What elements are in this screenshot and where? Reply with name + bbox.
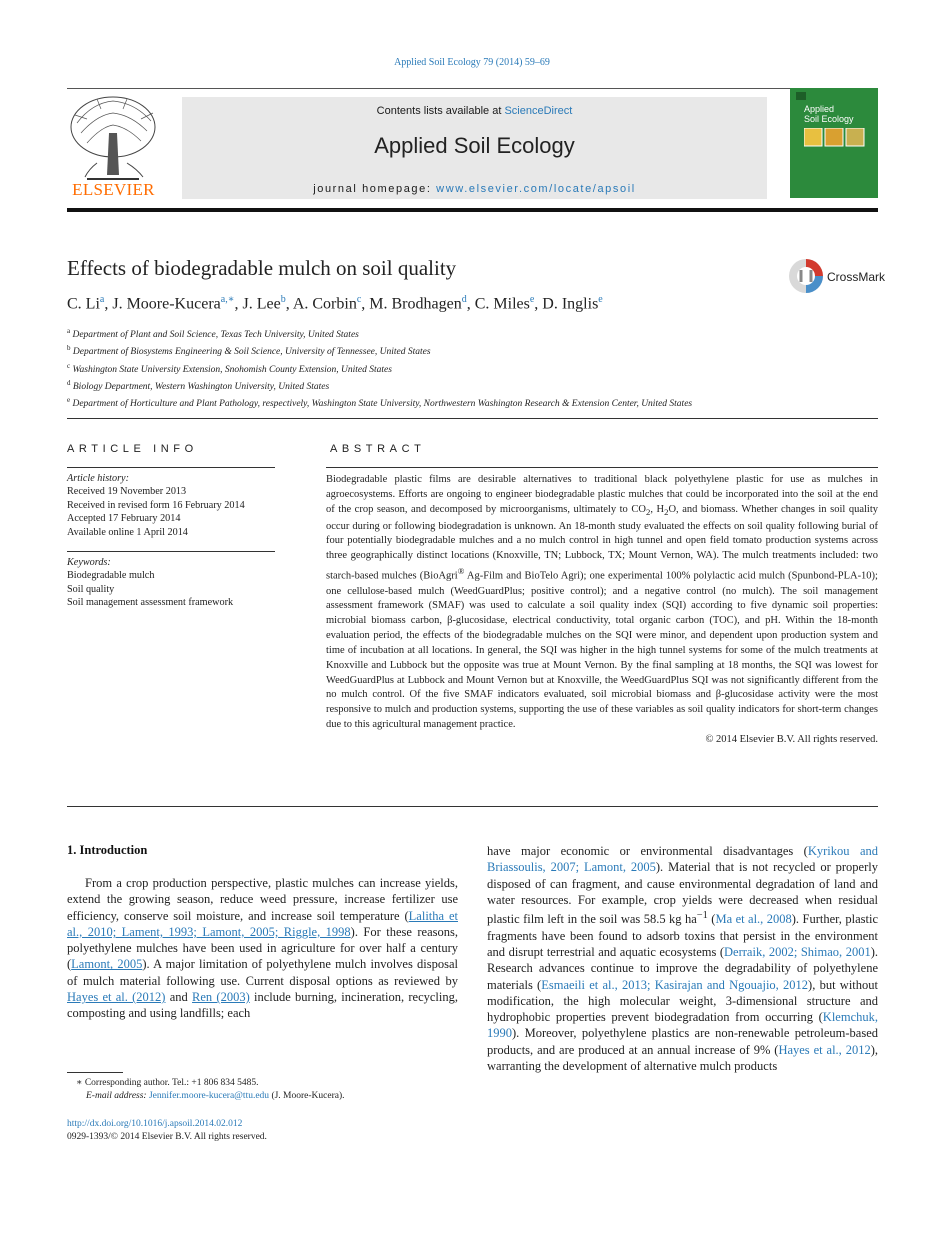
registered-mark: ® — [457, 566, 465, 577]
author-name: A. Corbin — [292, 295, 357, 313]
email-suffix: (J. Moore-Kucera). — [269, 1091, 345, 1101]
citation-link[interactable]: Hayes et al. (2012) — [67, 990, 166, 1005]
abstract-copyright: © 2014 Elsevier B.V. All rights reserved. — [705, 733, 878, 745]
doi-block — [67, 1118, 267, 1144]
author-name: M. Brodhagen — [369, 295, 462, 313]
cover-image-strip — [804, 128, 866, 148]
homepage-link[interactable]: www.elsevier.com/locate/apsoil — [436, 183, 636, 195]
body-text: ). Moreover, polyethylene plastics are non-renewable petroleum-based products, and are produced at an annual increase of 9% ( — [487, 1026, 878, 1057]
article-title: Effects of biodegradable mulch on soil quality — [67, 256, 457, 280]
keyword: Soil management assessment framework — [67, 597, 234, 609]
affil-marker: e — [67, 396, 71, 405]
author-name: D. Inglis — [542, 295, 599, 313]
affiliation — [67, 360, 767, 377]
citation-link[interactable]: Ma et al., 2008 — [715, 912, 792, 927]
issn-line: 0929-1393/© 2014 Elsevier B.V. All rights reserved. — [67, 1132, 267, 1142]
contents-prefix: Contents lists available at — [376, 105, 505, 117]
journal-citation[interactable]: Applied Soil Ecology 79 (2014) 59–69 — [394, 57, 550, 68]
keywords-head: Keywords: — [67, 557, 111, 568]
superscript: −1 — [696, 910, 708, 922]
header-top-rule — [67, 88, 878, 89]
cover-corner-mark — [796, 92, 806, 100]
citation-link[interactable]: Kyrikou and Briassoulis, 2007; Lamont, 2005 — [487, 844, 879, 875]
citation-link[interactable]: Hayes et al., 2012 — [778, 1042, 871, 1057]
abstract-label: ABSTRACT — [330, 443, 426, 455]
body-text: ), warranting the development of alternative mulch products — [487, 1042, 879, 1074]
affiliation — [67, 342, 767, 359]
author-list: C. Li$^a$, J. Moore-Kucera$^{a,∗}$, J. Lee$^b$, A. Corbin$^c$, M. Brodhagen$^d$, C. Miles$^e$, D. Inglis$^e$ — [67, 294, 603, 313]
author-affil-link[interactable]: e — [529, 294, 535, 305]
crossmark-icon — [788, 258, 824, 294]
author-name: C. Li — [67, 295, 100, 313]
homepage-line — [182, 183, 767, 195]
affil-marker: c — [67, 361, 71, 370]
body-text: ), but without modification, the high molecular weight, 3-dimensional structure and hydrophobic properties prevent biodegradation from occurring ( — [487, 977, 878, 1025]
affil-marker: d — [67, 379, 71, 388]
accepted-date: Accepted 17 February 2014 — [67, 513, 181, 525]
citation-link[interactable]: Lalitha et al., 2010; Lament, 1993; Lamont, 2005; Riggle, 1998 — [67, 908, 458, 939]
citation-link[interactable]: Derraik, 2002; Shimao, 2001 — [724, 944, 871, 959]
author-affil-link[interactable]: c — [356, 294, 362, 305]
article-history — [67, 472, 245, 539]
author-affil-link[interactable]: e — [598, 294, 603, 305]
contents-line — [182, 105, 767, 117]
citation-link[interactable]: Esmaeili et al., 2013; Kasirajan and Ngouajio, 2012 — [541, 977, 809, 992]
section-divider — [67, 418, 878, 419]
revised-date: Received in revised form 16 February 2014 — [67, 499, 245, 511]
cover-title — [804, 104, 854, 124]
author-name: J. Moore-Kucera — [112, 295, 221, 313]
journal-banner — [182, 97, 767, 199]
crossmark-label: CrossMark — [827, 270, 886, 284]
affil-text: Washington State University Extension, Snohomish County Extension, United States — [72, 364, 392, 375]
body-text: ). Material that is not recycled or properly disposed of can fragment, and cause environmental degradation of land and water resources. For example, crop yields were decreased when residual plastic film left in the soil was 58.5 kg ha — [487, 860, 878, 927]
author-affil-link[interactable]: d — [461, 294, 467, 305]
doi-link[interactable]: http://dx.doi.org/10.1016/j.apsoil.2014.02.012 — [67, 1119, 243, 1129]
journal-cover — [790, 88, 878, 198]
author-affil-link[interactable]: b — [280, 294, 286, 305]
intro-paragraph — [67, 875, 458, 1022]
cover-title-line1: Applied — [804, 104, 835, 114]
abstract-subscript: 2 — [645, 506, 651, 517]
email-link[interactable]: Jennifer.moore-kucera@ttu.edu — [148, 1091, 270, 1101]
keywords — [67, 556, 233, 610]
keyword: Biodegradable mulch — [67, 570, 155, 582]
affil-marker: b — [67, 344, 71, 353]
affil-text: Department of Plant and Soil Science, Texas Tech University, United States — [72, 330, 359, 341]
received-date: Received 19 November 2013 — [67, 486, 187, 498]
abstract-part: Ag-Film and BioTelo Agri); one experimental 100% polylactic acid mulch (Spunbond-PLA-10); one cellulose-based mulch (WeedGuardPlus; positive control); and a negative control (no mulch). The soil management assessment framework (SMAF) was used to calculate a soil quality index (SQI) according to five dynamic soil properties: microbial biomass carbon, β-glucosidase, electrical conductivity, total organic carbon (TOC), and pH. Within the 18-month evaluation period, the effects of the biodegradable mulches on the SQI were minor, and dependent upon production system and time of incubation at all locations. In general, the SQI was higher in the high tunnel systems for some of the mulch treatments at Knoxville and Lubbock but the opposite was true at Mount Vernon. By the final sampling at 18 months, the SQI was lowest for WeedGuardPlus at Lubbock and Mount Vernon but at Knoxville, the WeedGuardPlus SQI was not significantly different from the no mulch control. Of the five SMAF indicators evaluated, soil microbial biomass and β-glucosidase activity were the most responsive to mulch and production systems, supporting the use of these variables as soil quality indicators for short-term changes due to this agricultural management practice. — [326, 570, 878, 731]
author-name: J. Lee — [242, 295, 281, 313]
intro-paragraph — [487, 843, 878, 1074]
citation-link[interactable]: Ren (2003) — [192, 990, 250, 1005]
affiliation — [67, 377, 767, 394]
affil-text: Department of Horticulture and Plant Pathology, respectively, Washington State University, Northwestern Washington Research & Extension Center, United States — [72, 399, 693, 410]
affil-marker: a — [67, 327, 71, 335]
corresponding-author-note: ∗ Corresponding author. Tel.: +1 806 834 5485. — [76, 1078, 259, 1088]
history-head: Article history: — [67, 473, 129, 484]
article-info-rule — [67, 467, 275, 468]
footnote-rule — [67, 1072, 123, 1073]
article-info-label: ARTICLE INFO — [67, 443, 198, 455]
author-name: C. Miles — [474, 295, 530, 313]
citation-link[interactable]: Lamont, 2005 — [71, 957, 143, 972]
publisher-logo-text: ELSEVIER — [72, 180, 155, 199]
keywords-rule — [67, 551, 275, 552]
intro-left-column — [67, 875, 458, 1022]
abstract-rule — [326, 467, 878, 468]
intro-right-column — [487, 843, 878, 1074]
cover-title-line2: Soil Ecology — [804, 114, 854, 124]
body-text: ). Further, plastic fragments have been found to adsorb toxins that persist in the environment and disrupt terrestrial and aquatic ecosystems ( — [487, 912, 878, 959]
citation-link[interactable]: Klemchuk, 1990 — [487, 1010, 878, 1041]
abstract-part: Biodegradable plastic films are desirable alternatives to traditional black polyethylene plastic for use as mulches in agroecosystems. Efforts are ongoing to engineer biodegradable plastic mulches that could be incorporated into the soil at the end of the crop season, and decomposed by microorganisms, ultimately to CO — [326, 474, 878, 515]
journal-name: Applied Soil Ecology — [374, 133, 575, 158]
affil-text: Biology Department, Western Washington University, United States — [72, 382, 330, 393]
affiliations — [67, 325, 767, 412]
journal-header — [67, 88, 878, 210]
email-note — [86, 1090, 345, 1103]
body-text: ). For these reasons, polyethylene mulches have been used in agriculture for over half a century ( — [67, 924, 458, 972]
affil-text: Department of Biosystems Engineering & Soil Science, University of Tennessee, United States — [72, 347, 431, 358]
body-text: include burning, incineration, recycling, composting and using landfills; each — [67, 990, 458, 1021]
header-bottom-rule — [67, 208, 878, 212]
body-text: From a crop production perspective, plastic mulches can increase yields, extend the growing season, reduce weed pressure, increase fertilizer use efficiency, conserve soil moisture, and increase soil temperature ( — [67, 876, 458, 923]
body-text: and — [165, 990, 193, 1005]
online-date: Available online 1 April 2014 — [67, 526, 188, 538]
keyword: Soil quality — [67, 583, 115, 595]
abstract-part: O, and biomass. Whether changes in soil quality occur during or following biodegradation is unknown. An 18-month study evaluated the effects on soil quality following burial of four potentially biodegradable mulches and a no mulch control in high tunnel and open field tomato production systems across three geographically distinct locations (Knoxville, TN; Lubbock, TX; Mount Vernon, WA). The mulch treatments included: two starch-based mulches (BioAgri — [326, 503, 878, 582]
homepage-prefix: journal homepage: — [313, 183, 437, 195]
author-affil-link[interactable]: a — [99, 294, 105, 305]
abstract-subscript: 2 — [664, 506, 669, 517]
affiliation — [67, 394, 767, 411]
body-text: ). A major limitation of polyethylene mulch involves disposal of mulch material following use. Current disposal options as reviewed by — [67, 957, 458, 988]
email-label: E-mail address: — [86, 1091, 149, 1101]
abstract-text — [326, 473, 878, 748]
crossmark-badge[interactable] — [788, 258, 886, 294]
sciencedirect-link[interactable]: ScienceDirect — [504, 105, 573, 117]
intro-heading: 1. Introduction — [67, 843, 148, 857]
section-divider — [67, 806, 878, 807]
abstract-part: , H — [650, 503, 665, 515]
affiliation — [67, 325, 767, 342]
author-affil-link[interactable]: a,∗ — [220, 294, 235, 305]
body-text: ( — [707, 912, 716, 927]
body-text: have major economic or environmental disadvantages ( — [487, 844, 808, 858]
body-text: ). Research advances continue to improve the degradability of polyethylene materials ( — [487, 944, 878, 992]
